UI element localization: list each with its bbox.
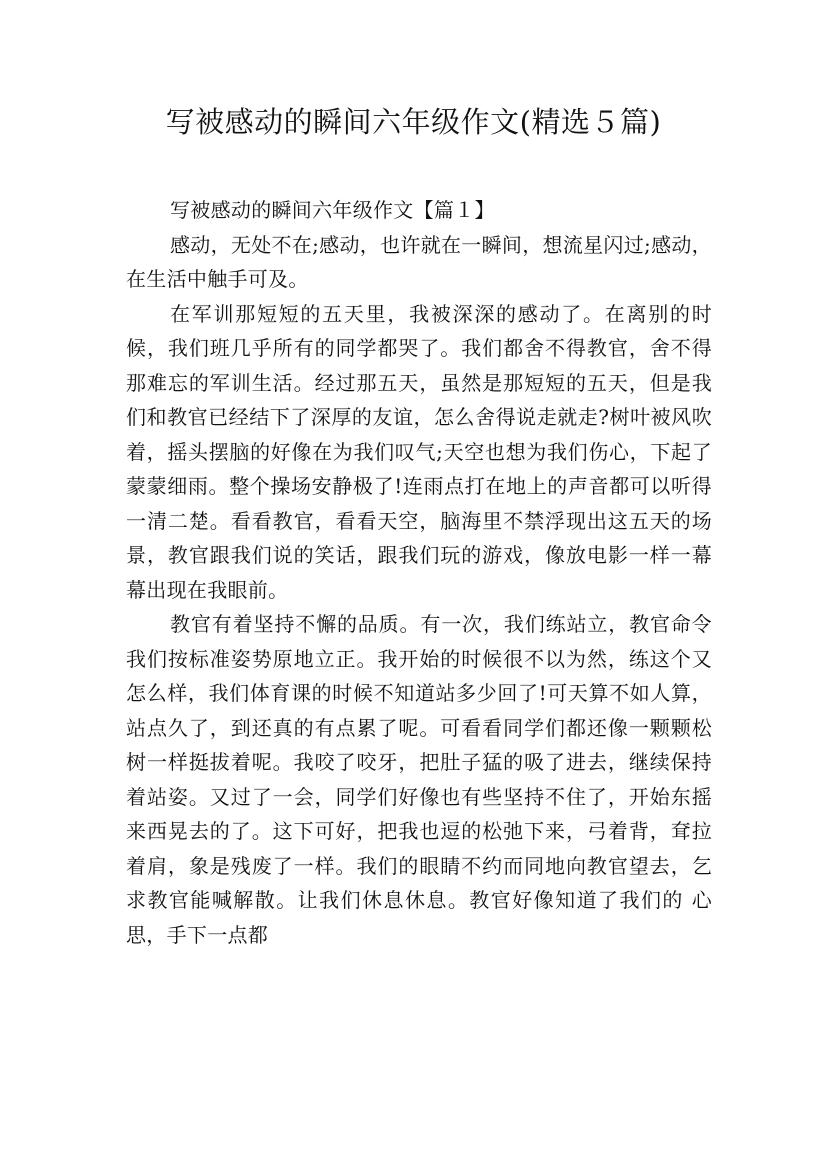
paragraph: 在军训那短短的五天里，我被深深的感动了。在离别的时候，我们班几乎所有的同学都哭了。我们都舍不得教官，舍不得那难忘的军训生活。经过那五天，虽然是那短短的五天，但是我们和教官已经结下了深厚的友谊，怎么舍得说走就走?树叶被风吹着，摇头摆脑的好像在为我们叹气;天空也想为我们伤心，下起了蒙蒙细雨。整个操场安静极了!连雨点打在地上的声音都可以听得一清二楚。看看教官，看看天空，脑海里不禁浮现出这五天的场景，教官跟我们说的笑话，跟我们玩的游戏，像放电影一样一幕幕出现在我眼前。 [126,301,712,602]
document-title: 写被感动的瞬间六年级作文(精选５篇) [165,105,662,139]
document-body [126,193,712,952]
paragraph: 感动，无处不在;感动，也许就在一瞬间，想流星闪过;感动，在生活中触手可及。 [126,232,712,291]
section-heading: 写被感动的瞬间六年级作文【篇１】 [170,198,495,222]
paragraph: 教官有着坚持不懈的品质。有一次，我们练站立，教官命令我们按标准姿势原地立正。我开始的时候很不以为然，练这个又怎么样，我们体育课的时候不知道站多少回了!可天算不如人算，站点久了，到还真的有点累了呢。可看看同学们都还像一颗颗松树一样挺拔着呢。我咬了咬牙，把肚子猛的吸了进去，继续保持着站姿。又过了一会，同学们好像也有些坚持不住了，开始东摇来西晃去的了。这下可好，把我也逗的松弛下来，弓着背，耷拉着肩，象是残废了一样。我们的眼睛不约而同地向教官望去，乞求教官能喊解散。让我们休息休息。教官好像知道了我们的 心思，手下一点都 [126,612,712,947]
